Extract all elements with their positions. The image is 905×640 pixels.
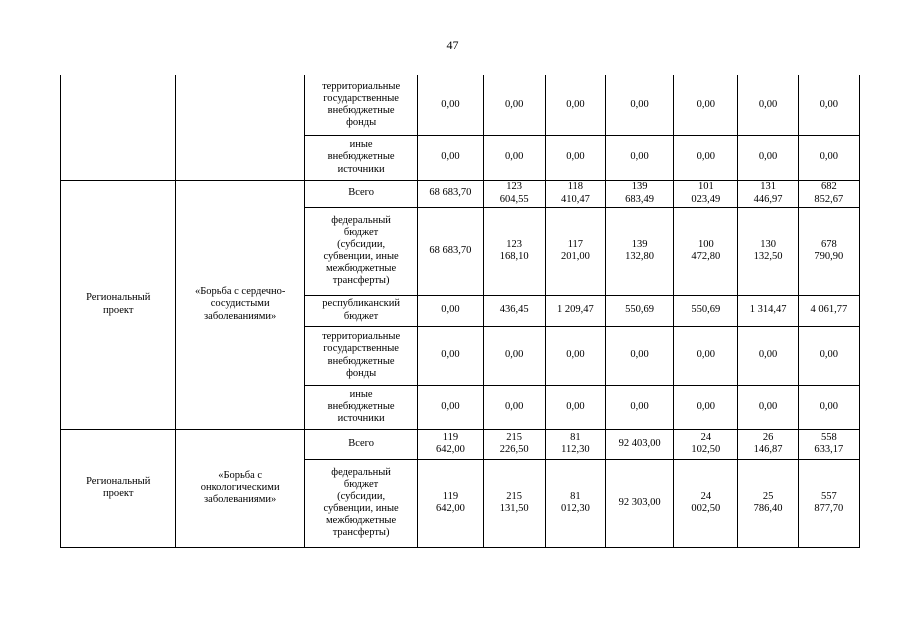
value-cell: 117 201,00 — [545, 207, 605, 295]
budget-table — [60, 75, 860, 548]
value-cell: 0,00 — [674, 135, 738, 180]
funding-source: территориальные государственные внебюджетные фонды — [304, 326, 417, 385]
project-type-cell: Региональный проект — [61, 429, 176, 547]
value-cell: 0,00 — [605, 326, 673, 385]
value-cell: 0,00 — [605, 135, 673, 180]
value-cell: 436,45 — [483, 295, 545, 326]
value-cell: 0,00 — [738, 326, 798, 385]
table-row — [61, 429, 860, 459]
value-cell: 0,00 — [483, 135, 545, 180]
value-cell: 0,00 — [738, 135, 798, 180]
table-row — [61, 75, 860, 135]
funding-source: федеральный бюджет (субсидии, субвенции, иные межбюджетные трансферты) — [304, 207, 417, 295]
value-cell: 131 446,97 — [738, 180, 798, 207]
value-cell: 68 683,70 — [418, 180, 483, 207]
value-cell: 550,69 — [674, 295, 738, 326]
value-cell: 215 226,50 — [483, 429, 545, 459]
value-cell: 0,00 — [738, 75, 798, 135]
value-cell: 0,00 — [798, 385, 859, 429]
value-cell: 0,00 — [418, 135, 483, 180]
value-cell: 0,00 — [545, 135, 605, 180]
value-cell: 139 683,49 — [605, 180, 673, 207]
value-cell: 123 168,10 — [483, 207, 545, 295]
value-cell: 0,00 — [605, 75, 673, 135]
value-cell: 215 131,50 — [483, 459, 545, 547]
value-cell: 92 403,00 — [605, 429, 673, 459]
value-cell: 557 877,70 — [798, 459, 859, 547]
project-type-cell: Региональный проект — [61, 180, 176, 429]
value-cell: 0,00 — [674, 75, 738, 135]
value-cell: 130 132,50 — [738, 207, 798, 295]
value-cell: 0,00 — [674, 326, 738, 385]
value-cell: 68 683,70 — [418, 207, 483, 295]
project-type-cell — [61, 75, 176, 180]
value-cell: 4 061,77 — [798, 295, 859, 326]
value-cell: 0,00 — [418, 295, 483, 326]
value-cell: 0,00 — [545, 326, 605, 385]
value-cell: 1 314,47 — [738, 295, 798, 326]
value-cell: 119 642,00 — [418, 429, 483, 459]
value-cell: 0,00 — [483, 326, 545, 385]
value-cell: 0,00 — [798, 135, 859, 180]
value-cell: 682 852,67 — [798, 180, 859, 207]
value-cell: 0,00 — [605, 385, 673, 429]
funding-source: Всего — [304, 429, 417, 459]
value-cell: 0,00 — [483, 75, 545, 135]
value-cell: 119 642,00 — [418, 459, 483, 547]
funding-source: федеральный бюджет (субсидии, субвенции, иные межбюджетные трансферты) — [304, 459, 417, 547]
value-cell: 0,00 — [674, 385, 738, 429]
value-cell: 100 472,80 — [674, 207, 738, 295]
value-cell: 0,00 — [418, 75, 483, 135]
value-cell: 101 023,49 — [674, 180, 738, 207]
project-name-cell: «Борьба с сердечно- сосудистыми заболеваниями» — [176, 180, 304, 429]
value-cell: 123 604,55 — [483, 180, 545, 207]
project-name-cell: «Борьба с онкологическими заболеваниями» — [176, 429, 304, 547]
funding-source: иные внебюджетные источники — [304, 135, 417, 180]
value-cell: 81 012,30 — [545, 459, 605, 547]
value-cell: 558 633,17 — [798, 429, 859, 459]
funding-source: Всего — [304, 180, 417, 207]
value-cell: 1 209,47 — [545, 295, 605, 326]
funding-source: иные внебюджетные источники — [304, 385, 417, 429]
value-cell: 81 112,30 — [545, 429, 605, 459]
value-cell: 0,00 — [545, 75, 605, 135]
value-cell: 25 786,40 — [738, 459, 798, 547]
value-cell: 0,00 — [738, 385, 798, 429]
value-cell: 92 303,00 — [605, 459, 673, 547]
value-cell: 0,00 — [418, 385, 483, 429]
page-number: 47 — [446, 38, 459, 52]
value-cell: 24 002,50 — [674, 459, 738, 547]
value-cell: 0,00 — [418, 326, 483, 385]
project-name-cell — [176, 75, 304, 180]
value-cell: 550,69 — [605, 295, 673, 326]
value-cell: 0,00 — [798, 75, 859, 135]
value-cell: 678 790,90 — [798, 207, 859, 295]
value-cell: 139 132,80 — [605, 207, 673, 295]
value-cell: 26 146,87 — [738, 429, 798, 459]
value-cell: 118 410,47 — [545, 180, 605, 207]
value-cell: 0,00 — [483, 385, 545, 429]
table-row — [61, 180, 860, 207]
funding-source: территориальные государственные внебюджетные фонды — [304, 75, 417, 135]
funding-source: республиканский бюджет — [304, 295, 417, 326]
value-cell: 24 102,50 — [674, 429, 738, 459]
value-cell: 0,00 — [545, 385, 605, 429]
value-cell: 0,00 — [798, 326, 859, 385]
